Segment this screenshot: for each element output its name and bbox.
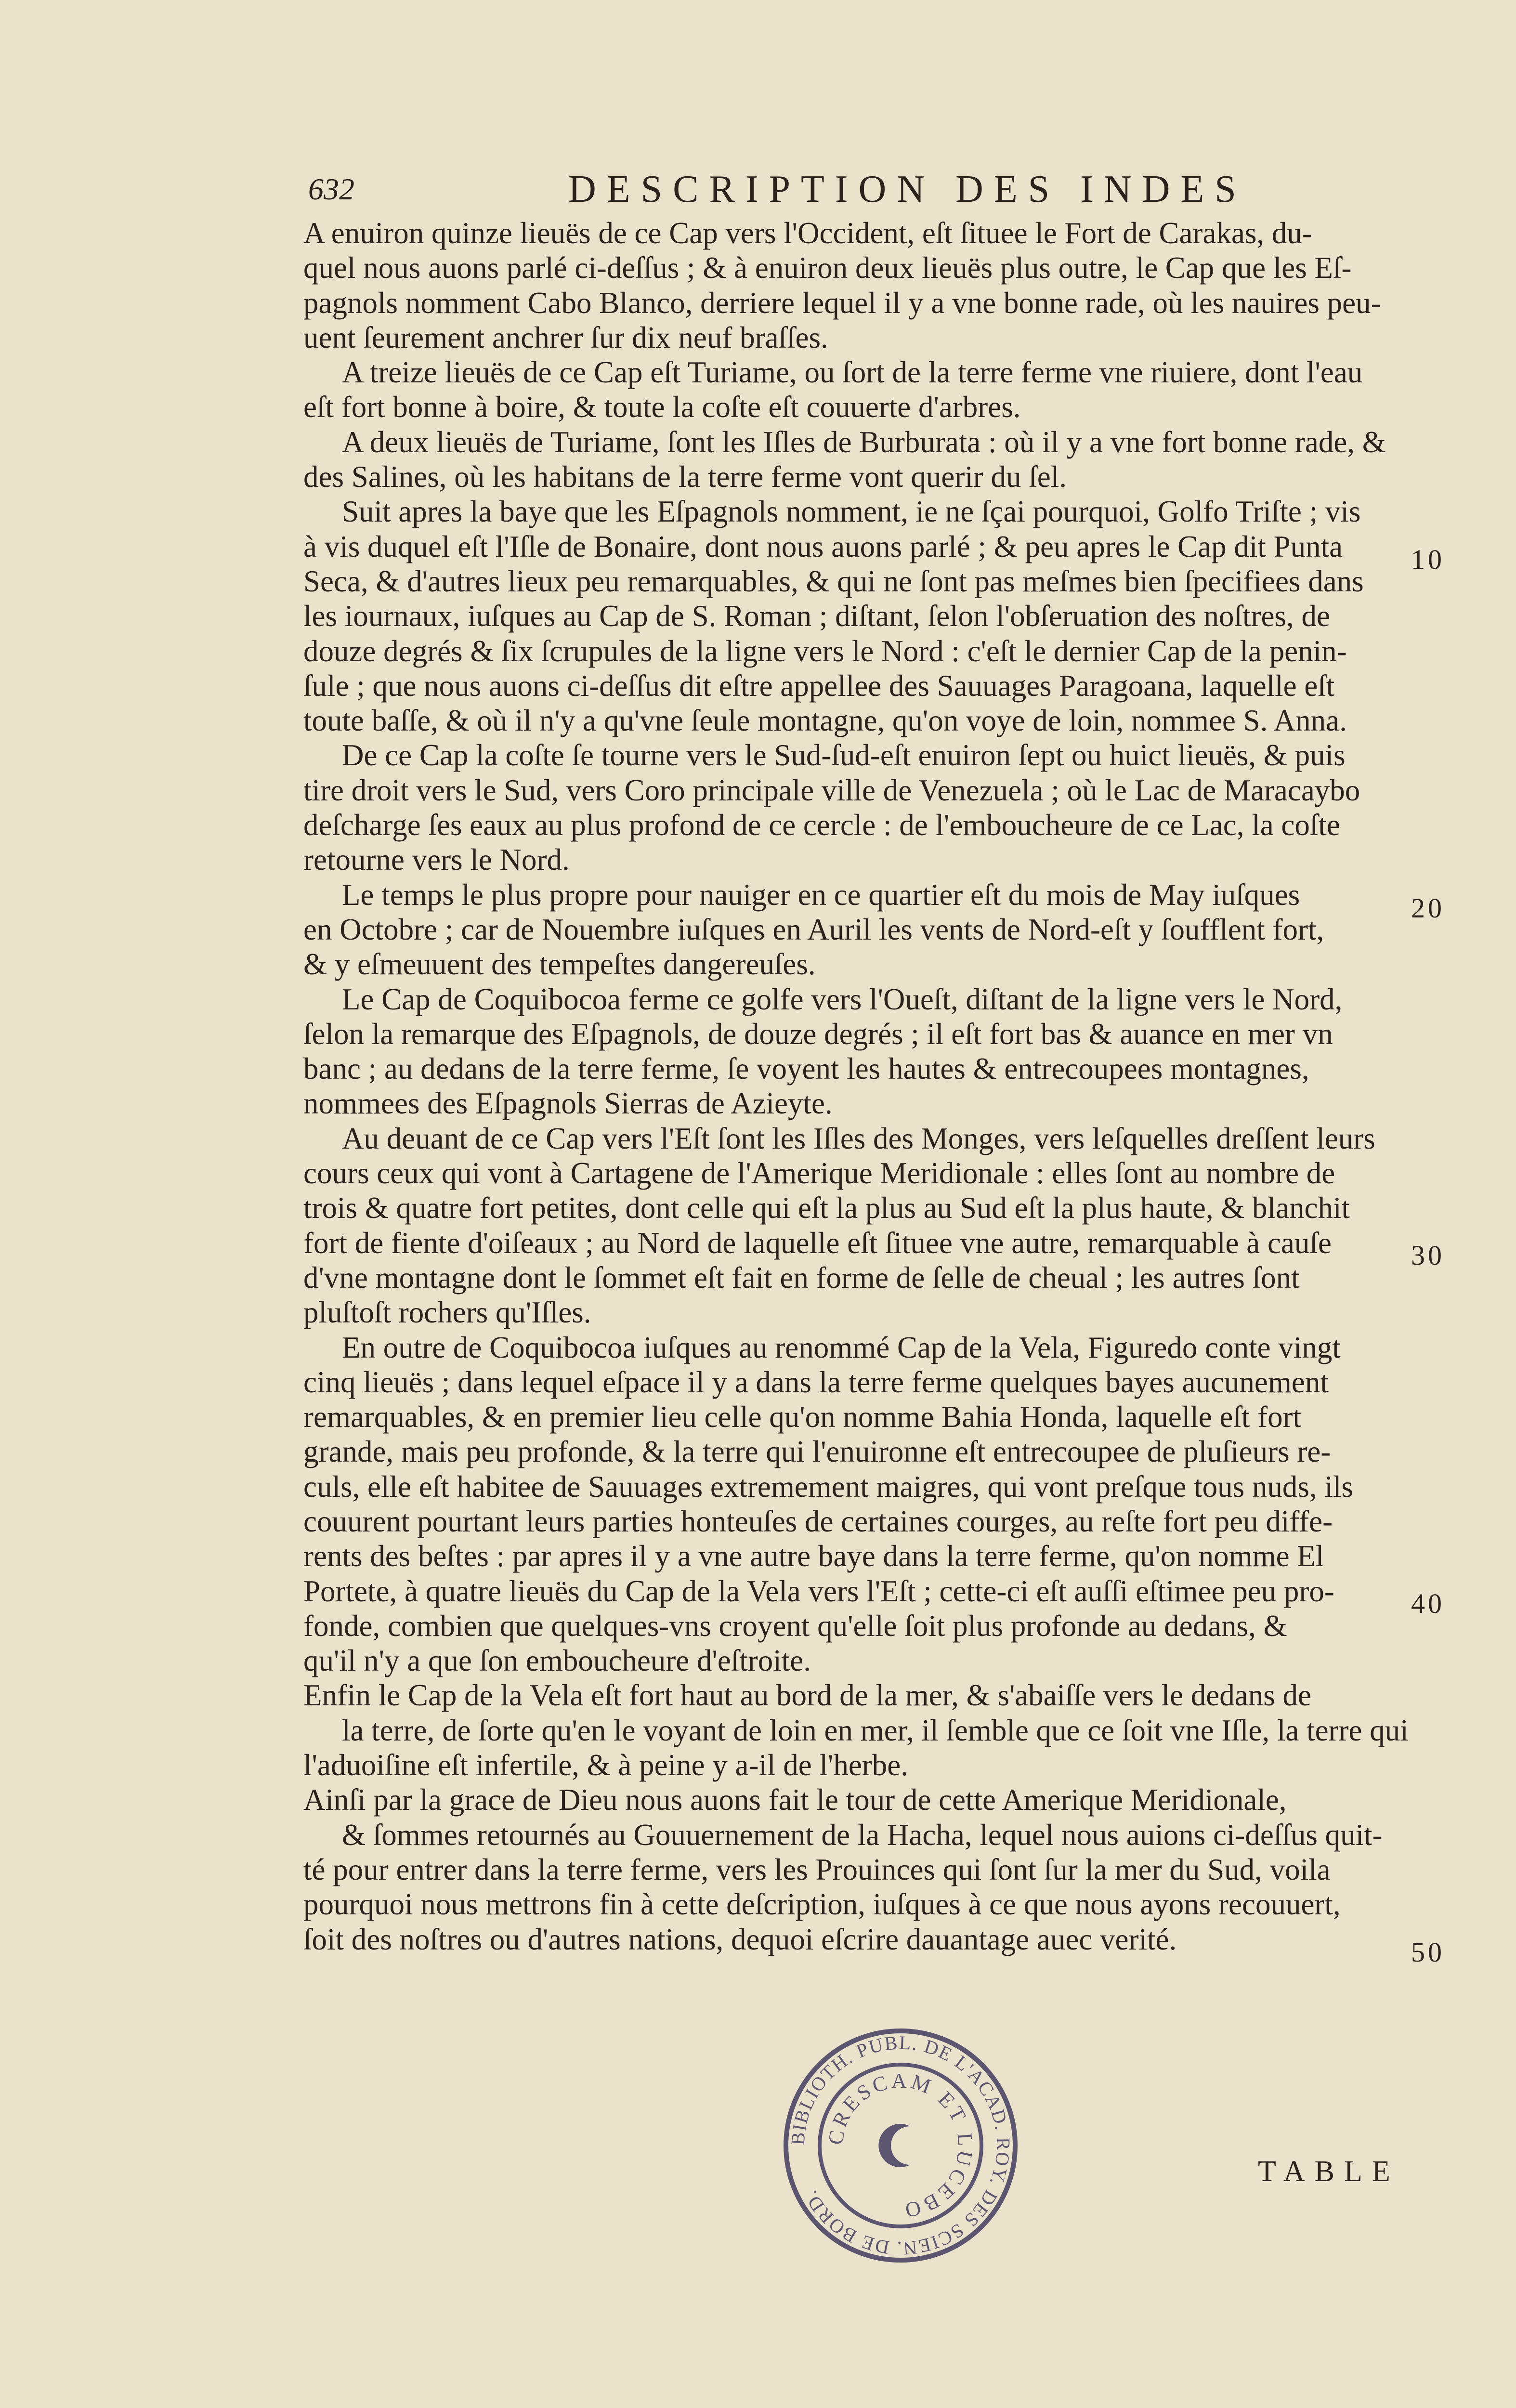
library-stamp [783,2028,1019,2264]
text-line: douze degrés & ſix ſcrupules de la ligne vers le Nord : c'eſt le dernier Cap de la penin- [303,634,1347,668]
text-line: des Salines, où les habitans de la terre ferme vont querir du ſel. [303,460,1067,494]
text-line: couurent pourtant leurs parties honteuſes de certaines courges, au reſte fort peu diffe- [303,1504,1333,1538]
catchword: TABLE [1258,2155,1400,2188]
text-line: fort de fiente d'oiſeaux ; au Nord de laquelle eſt ſituee vne autre, remarquable à cauſe [303,1226,1332,1260]
text-line: banc ; au dedans de la terre ferme, ſe voyent les hautes & entrecoupees montagnes, [303,1052,1309,1086]
page-header [308,168,1247,211]
text-line: en Octobre ; car de Nouembre iuſques en Auril les vents de Nord-eſt y ſoufflent fort, [303,912,1324,946]
text-line: A treize lieuës de ce Cap eſt Turiame, ou ſort de la terre ferme vne riuiere, dont l'eau [342,355,1363,390]
text-line: Au deuant de ce Cap vers l'Eſt ſont les Iſles des Monges, vers leſquelles dreſſent leurs [342,1121,1375,1155]
text-line: culs, elle eſt habitee de Sauuages extremement maigres, qui vont preſque tous nuds, ils [303,1469,1353,1504]
text-line: quel nous auons parlé ci-deſſus ; & à enuiron deux lieuës plus outre, le Cap que les Eſ- [303,251,1352,285]
text-line: retourne vers le Nord. [303,843,570,877]
margin-line-number: 20 [1411,892,1445,924]
stamp-inner-text: CRESCAM ET LUCEBO [823,2068,978,2223]
text-line: té pour entrer dans la terre ferme, vers les Prouinces qui ſont ſur la mer du Sud, voila [303,1852,1331,1886]
text-line: d'vne montagne dont le ſommet eſt fait en forme de ſelle de cheual ; les autres ſont [303,1260,1300,1295]
text-line: ſoit des noſtres ou d'autres nations, dequoi eſcrire dauantage auec verité. [303,1922,1177,1956]
text-line: ſelon la remarque des Eſpagnols, de douze degrés ; il eſt fort bas & auance en mer vn [303,1017,1333,1051]
crescent-icon [878,2124,910,2167]
text-line: ſule ; que nous auons ci-deſſus dit eſtre appellee des Sauuages Paragoana, laquelle eſt [303,668,1335,703]
text-line: En outre de Coquibocoa iuſques au renommé Cap de la Vela, Figuredo conte vingt [342,1330,1341,1364]
margin-line-number: 30 [1411,1240,1445,1271]
text-line: grande, mais peu profonde, & la terre qui l'enuironne eſt entrecoupee de pluſieurs re- [303,1435,1331,1469]
text-line: trois & quatre fort petites, dont celle qui eſt la plus au Sud eſt la plus haute, & blanchit [303,1191,1350,1225]
body-text [303,216,1483,1957]
text-line: & y eſmeuuent des tempeſtes dangereuſes. [303,947,816,982]
margin-line-number: 10 [1411,544,1445,575]
text-line: cours ceux qui vont à Cartagene de l'Amerique Meridionale : elles ſont au nombre de [303,1156,1335,1191]
text-line: eſt fort bonne à boire, & toute la coſte eſt couuerte d'arbres. [303,390,1021,424]
stamp-outer-text: BIBLIOTH. PUBL. DE L'ACAD. ROY. DES SCIEN. DE BORD. [786,2031,1015,2260]
text-line: pagnols nomment Cabo Blanco, derriere lequel il y a vne bonne rade, où les nauires peu- [303,286,1381,320]
text-line: Le Cap de Coquibocoa ferme ce golfe vers l'Oueſt, diſtant de la ligne vers le Nord, [342,982,1343,1016]
text-line: uent ſeurement anchrer ſur dix neuf braſſes. [303,320,828,354]
page-number: 632 [308,172,354,206]
text-line: tire droit vers le Sud, vers Coro principale ville de Venezuela ; où le Lac de Maracaybo [303,773,1360,807]
running-title: DESCRIPTION DES INDES [568,168,1247,210]
text-line: & ſommes retournés au Gouuernement de la Hacha, lequel nous auions ci-deſſus quit- [342,1818,1383,1852]
text-line: les iournaux, iuſques au Cap de S. Roman ; diſtant, ſelon l'obſeruation des noſtres, de [303,599,1330,633]
text-line: toute baſſe, & où il n'y a qu'vne ſeule montagne, qu'on voye de loin, nommee S. Anna. [303,704,1347,738]
text-line: pluſtoſt rochers qu'Iſles. [303,1296,591,1330]
text-line: Portete, à quatre lieuës du Cap de la Vela vers l'Eſt ; cette-ci eſt auſſi eſtimee peu pro- [303,1574,1334,1608]
text-line: remarquables, & en premier lieu celle qu'on nomme Bahia Honda, laquelle eſt fort [303,1400,1302,1434]
text-line: Le temps le plus propre pour nauiger en ce quartier eſt du mois de May iuſques [342,877,1300,912]
text-line: Enfin le Cap de la Vela eſt fort haut au bord de la mer, & s'abaiſſe vers le dedans de [303,1678,1311,1713]
text-line: Seca, & d'autres lieux peu remarquables, & qui ne ſont pas meſmes bien ſpecifiees dans [303,564,1364,598]
text-line: fonde, combien que quelques-vns croyent qu'elle ſoit plus profonde au dedans, & [303,1609,1287,1643]
text-line: rents des beſtes : par apres il y a vne autre baye dans la terre ferme, qu'on nomme El [303,1539,1324,1573]
text-line: cinq lieuës ; dans lequel eſpace il y a dans la terre ferme quelques bayes aucunement [303,1365,1329,1399]
text-line: A enuiron quinze lieuës de ce Cap vers l'Occident, eſt ſituee le Fort de Carakas, du- [303,216,1312,250]
text-line: deſcharge ſes eaux au plus profond de ce cercle : de l'embouchеure de ce Lac, la coſte [303,808,1340,842]
text-line: Ainſi par la grace de Dieu nous auons fait le tour de cette Amerique Meridionale, [303,1783,1287,1817]
text-line: qu'il n'y a que ſon embouchеure d'eſtroite. [303,1644,811,1678]
text-line: nommees des Eſpagnols Sierras de Azieyte. [303,1086,833,1121]
text-line: l'aduoiſine eſt infertile, & à peine y a-il de l'herbe. [303,1748,908,1782]
margin-line-number: 40 [1411,1588,1445,1619]
text-line: A deux lieuës de Turiame, ſont les Iſles de Burburata : où il y a vne fort bonne rade, & [342,425,1386,459]
text-line: la terre, de ſorte qu'en le voyant de loin en mer, il ſemble que ce ſoit vne Iſle, la terre qui [342,1713,1409,1747]
margin-line-number: 50 [1411,1937,1445,1968]
text-line: pourquoi nous mettrons fin à cette deſcription, iuſques à ce que nous ayons recouuert, [303,1887,1341,1922]
text-line: Suit apres la baye que les Eſpagnols nomment, ie ne ſçai pourquoi, Golfo Triſte ; vis [342,495,1361,529]
text-line: à vis duquel eſt l'Iſle de Bonaire, dont nous auons parlé ; & peu apres le Cap dit Punta [303,529,1343,563]
text-line: De ce Cap la coſte ſe tourne vers le Sud-ſud-eſt enuiron ſept ou huict lieuës, & puis [342,738,1346,772]
